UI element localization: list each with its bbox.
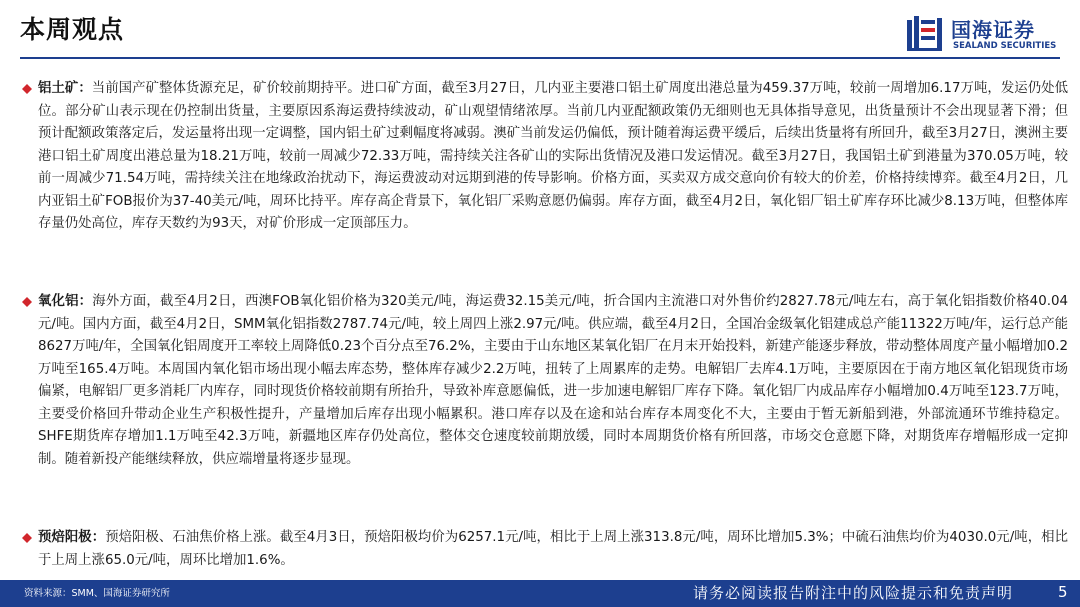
section-separator: ：: [91, 530, 106, 545]
title-divider: [20, 57, 1060, 59]
diamond-bullet-icon: [22, 297, 32, 307]
section-separator: ：: [78, 81, 92, 96]
section-term: 铝土矿: [38, 81, 79, 96]
section-text: 预焙阳极、石油焦价格上涨。截至4月3日，预焙阳极均价为6257.1元/吨，相比于上周上涨313.8元/吨，周环比增加5.3%；中硫石油焦均价为4030.0元/吨，相比于上周上涨65.0元/吨，周环比增加1.6%。: [38, 530, 1068, 568]
section-alumina: [38, 291, 1068, 471]
disclaimer-text: 请务必阅读报告附注中的风险提示和免责声明: [693, 584, 1014, 602]
diamond-bullet-icon: [22, 84, 32, 94]
logo-name-cn: 国海证券: [951, 18, 1035, 42]
section-bauxite: [38, 78, 1068, 236]
page-number: 5: [1058, 583, 1068, 601]
logo-name-en: SEALAND SECURITIES: [953, 41, 1057, 51]
company-logo: [905, 14, 1065, 56]
sealand-logo-icon: [905, 14, 945, 54]
section-text: 当前国产矿整体货源充足，矿价较前期持平。进口矿方面，截至3月27日，几内亚主要港口铝土矿周度出港总量为459.37万吨，较前一周增加6.17万吨，发运仍处低位。部分矿山表示现在仍控制出货量，主要原因系海运费持续波动，矿山观望情绪浓厚。当前几内亚配额政策仍无细则也无具体指导意见，出货量预计不会出现显著下滑；但预计配额政策落定后，发运量将出现一定调整，国内铝土矿过剩幅度将减弱。澳矿当前发运仍偏低，预计随着海运费平缓后，后续出货量将有所回升，截至3月27日，澳洲主要港口铝土矿周度出港总量为18.21万吨，较前一周减少72.33万吨，需持续关注各矿山的实际出货情况及港口发运情况。截至3月27日，我国铝土矿到港量为370.05万吨，较前一周减少71.54万吨，需持续关注在地缘政治扰动下，海运费波动对远期到港的传导影响。价格方面，买卖双方成交意向价有较大的价差，价格持续博弈。截至4月2日，几内亚铝土矿FOB报价为37-40美元/吨，周环比持平。库存高企背景下，氧化铝厂采购意愿仍偏弱。库存方面，截至4月2日，氧化铝厂铝土矿库存环比减少8.13万吨，但整体库存量仍处高位，库存天数约为93天，对矿价形成一定顶部压力。: [38, 81, 1069, 231]
section-prebaked-anode: [38, 527, 1068, 572]
page-title: 本周观点: [20, 15, 125, 44]
section-term: 氧化铝: [38, 294, 79, 309]
section-term: 预焙阳极: [38, 530, 92, 545]
diamond-bullet-icon: [22, 533, 32, 543]
section-text: 海外方面，截至4月2日，西澳FOB氧化铝价格为320美元/吨，海运费32.15美元/吨，折合国内主流港口对外售价约2827.78元/吨左右，高于氧化铝指数价格40.04元/吨。国内方面，截至4月2日，SMM氧化铝指数2787.74元/吨，较上周四上涨2.97元/吨。供应端，截至4月2日，全国冶金级氧化铝建成总产能11322万吨/年，运行总产能8627万吨/年，全国氧化铝周度开工率较上周降低0.23个百分点至76.2%，主要由于山东地区某氧化铝厂在月末开始投料，新建产能逐步释放，带动整体周度产量小幅增加0.2万吨至165.4万吨。本周国内氧化铝市场出现小幅去库态势，整体库存减少2.2万吨，扭转了上周累库的走势。电解铝厂去库4.1万吨，主要原因在于南方地区氧化铝现货市场偏紧，电解铝厂更多消耗厂内库存，同时现货价格较前期有所抬升，导致补库意愿偏低，进一步加速电解铝厂库存下降。氧化铝厂内成品库存小幅增加0.4万吨至123.7万吨，主要受价格回升带动企业生产积极性提升，产量增加后库存出现小幅累积。港口库存以及在途和站台库存本周变化不大，主要由于暂无新船到港，外部流通环节维持稳定。SHFE期货库存增加1.1万吨至42.3万吨，新疆地区库存仍处高位，整体交仓速度较前期放缓，同时本周期货价格有所回落，市场交仓意愿下降，对期货库存增幅形成一定抑制。随着新投产能继续释放，供应端增量将逐步显现。: [38, 294, 1069, 467]
source-note: 资料来源：SMM、国海证券研究所: [24, 588, 170, 599]
section-separator: ：: [78, 294, 93, 309]
